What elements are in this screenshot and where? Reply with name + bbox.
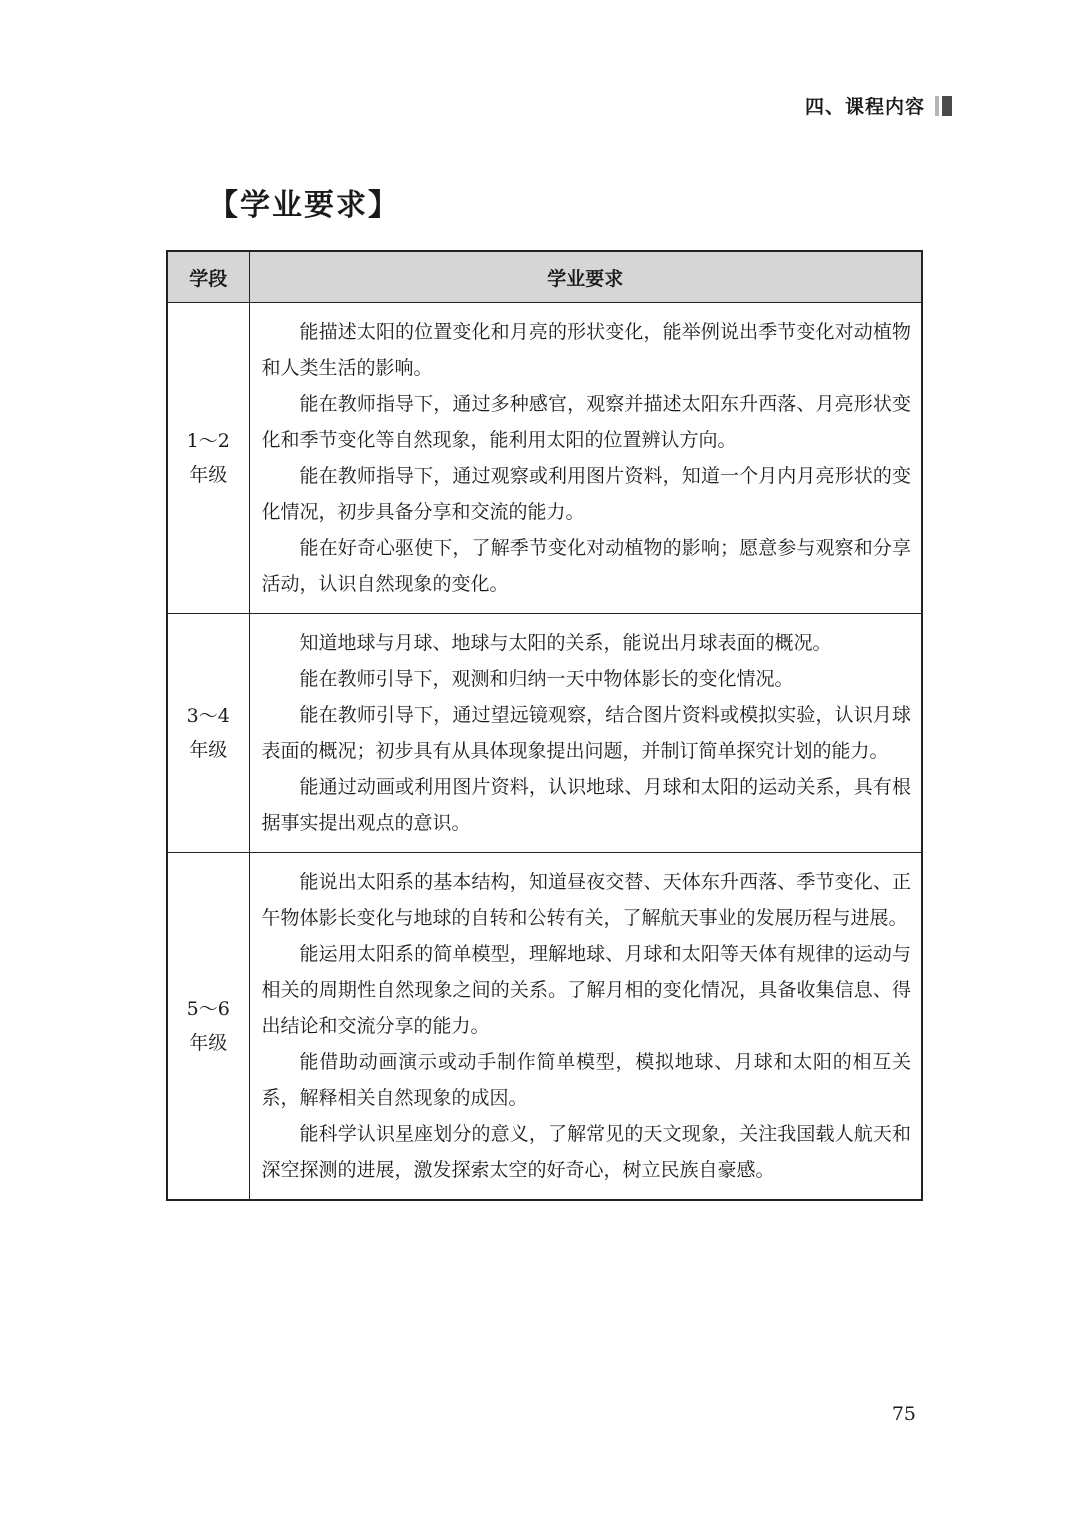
stage-range: 3～4	[186, 705, 230, 727]
requirement-paragraph: 能在教师指导下，通过多种感官，观察并描述太阳东升西落、月亮形状变化和季节变化等自然现象，能利用太阳的位置辨认方向。	[261, 393, 911, 451]
header-bar-thin	[935, 96, 939, 116]
stage-cell	[167, 303, 249, 614]
stage-cell	[167, 614, 249, 853]
table-row	[167, 853, 922, 1201]
stage-cell	[167, 853, 249, 1201]
requirement-paragraph: 能在教师指导下，通过观察或利用图片资料，知道一个月内月亮形状的变化情况，初步具备分享和交流的能力。	[261, 465, 911, 523]
requirement-paragraph: 知道地球与月球、地球与太阳的关系，能说出月球表面的概况。	[299, 632, 832, 654]
requirements-cell	[249, 853, 922, 1201]
requirement-paragraph: 能运用太阳系的简单模型，理解地球、月球和太阳等天体有规律的运动与相关的周期性自然现象之间的关系。了解月相的变化情况，具备收集信息、得出结论和交流分享的能力。	[261, 943, 911, 1037]
header-stage: 学段	[167, 251, 249, 303]
requirement-paragraph: 能在教师引导下，通过望远镜观察，结合图片资料或模拟实验，认识月球表面的概况；初步具有从具体现象提出问题，并制订简单探究计划的能力。	[261, 704, 911, 762]
requirement-paragraph: 能说出太阳系的基本结构，知道昼夜交替、天体东升西落、季节变化、正午物体影长变化与地球的自转和公转有关，了解航天事业的发展历程与进展。	[261, 871, 911, 929]
stage-range: 1～2	[186, 430, 230, 452]
table-row	[167, 303, 922, 614]
requirement-paragraph: 能科学认识星座划分的意义，了解常见的天文现象，关注我国载人航天和深空探测的进展，激发探索太空的好奇心，树立民族自豪感。	[261, 1123, 911, 1181]
table-header-row	[167, 251, 922, 303]
academic-requirements-table	[166, 250, 923, 1201]
requirement-paragraph: 能借助动画演示或动手制作简单模型，模拟地球、月球和太阳的相互关系，解释相关自然现象的成因。	[261, 1051, 911, 1109]
section-title: 【学业要求】	[208, 188, 400, 223]
page-number: 75	[891, 1403, 916, 1425]
header-bar-thick	[942, 96, 952, 116]
requirement-paragraph: 能通过动画或利用图片资料，认识地球、月球和太阳的运动关系，具有根据事实提出观点的意识。	[261, 776, 911, 834]
running-header	[805, 92, 952, 119]
requirement-paragraph: 能在教师引导下，观测和归纳一天中物体影长的变化情况。	[299, 668, 794, 690]
requirements-cell	[249, 614, 922, 853]
running-header-text: 四、课程内容	[804, 96, 925, 118]
table-row	[167, 614, 922, 853]
running-header-bars-icon	[935, 96, 952, 116]
requirement-paragraph: 能描述太阳的位置变化和月亮的形状变化，能举例说出季节变化对动植物和人类生活的影响。	[261, 321, 911, 379]
requirement-paragraph: 能在好奇心驱使下，了解季节变化对动植物的影响；愿意参与观察和分享活动，认识自然现象的变化。	[261, 537, 911, 595]
stage-unit: 年级	[189, 739, 228, 761]
requirements-cell	[249, 303, 922, 614]
stage-unit: 年级	[189, 1032, 228, 1054]
stage-range: 5～6	[186, 998, 230, 1020]
stage-unit: 年级	[189, 464, 228, 486]
header-requirements: 学业要求	[249, 251, 922, 303]
